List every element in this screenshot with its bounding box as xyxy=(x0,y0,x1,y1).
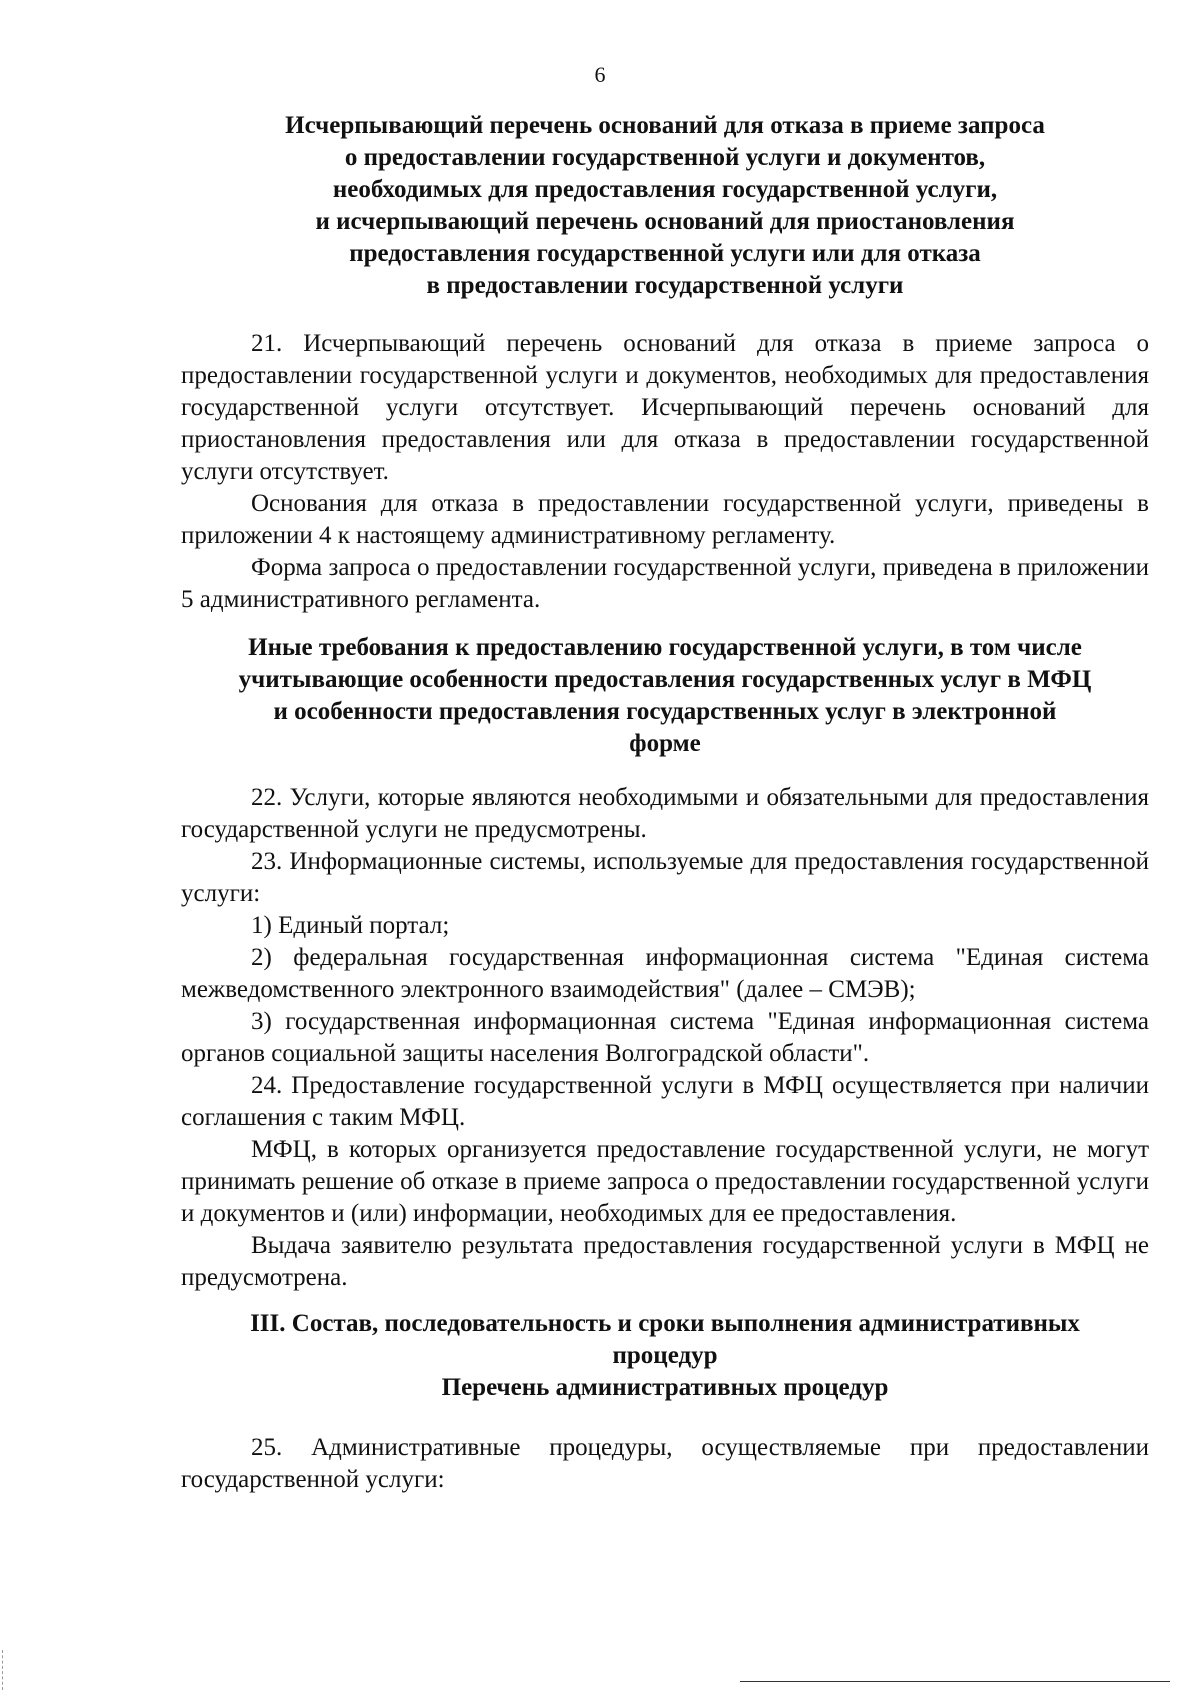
list-item-unified-portal: 1) Единый портал; xyxy=(251,912,450,939)
heading-line: учитывающие особенности предоставления государственных услуг в МФЦ xyxy=(238,666,1092,693)
heading-line: и особенности предоставления государственных услуг в электронной xyxy=(273,698,1057,725)
heading-line: предоставления государственной услуги или для отказа xyxy=(349,240,981,267)
section-heading-other-requirements xyxy=(181,632,1149,760)
document-body xyxy=(181,110,1149,1496)
heading-line: и исчерпывающий перечень оснований для приостановления xyxy=(315,208,1015,235)
scan-edge-mark xyxy=(2,1650,4,1690)
heading-line: III. Состав, последовательность и сроки выполнения административных xyxy=(250,1310,1080,1337)
heading-line: Исчерпывающий перечень оснований для отказа в приеме запроса xyxy=(285,112,1045,139)
section-heading-refusal-grounds xyxy=(181,110,1149,302)
paragraph-21: 21. Исчерпывающий перечень оснований для отказа в приеме запроса о предоставлении государственной услуги и документов, необходимых для предоставления государственной услуги отсутствует. Исчерпывающий перечень оснований для приостановления предоставления или для отказа в предоставлении государственной услуги отсутствует. xyxy=(181,330,1149,485)
bottom-rule xyxy=(740,1681,1170,1682)
section-heading-administrative-procedures xyxy=(181,1308,1149,1404)
paragraph-25: 25. Административные процедуры, осуществляемые при предоставлении государственной услуги: xyxy=(181,1434,1149,1493)
heading-line: Иные требования к предоставлению государственной услуги, в том числе xyxy=(248,634,1082,661)
heading-line: в предоставлении государственной услуги xyxy=(426,272,904,299)
paragraph-request-form: Форма запроса о предоставлении государственной услуги, приведена в приложении 5 административного регламента. xyxy=(181,554,1149,613)
paragraph-24: 24. Предоставление государственной услуги в МФЦ осуществляется при наличии соглашения с таким МФЦ. xyxy=(181,1072,1149,1131)
page-number: 6 xyxy=(594,62,606,87)
heading-line: о предоставлении государственной услуги и документов, xyxy=(344,144,986,171)
paragraph-mfc-restrictions: МФЦ, в которых организуется предоставление государственной услуги, не могут принимать решение об отказе в приеме запроса о предоставлении государственной услуги и документов и (или) информации, необходимых для ее предоставления. xyxy=(181,1136,1149,1227)
list-item-smev: 2) федеральная государственная информационная система "Единая система межведомственного электронного взаимодействия" (далее – СМЭВ); xyxy=(181,944,1149,1003)
paragraph-23: 23. Информационные системы, используемые для предоставления государственной услуги: xyxy=(181,848,1149,907)
heading-line: Перечень административных процедур xyxy=(441,1374,889,1401)
paragraph-mfc-result-issuance: Выдача заявителю результата предоставления государственной услуги в МФЦ не предусмотрена. xyxy=(181,1232,1149,1291)
list-item-social-protection-system: 3) государственная информационная система "Единая информационная система органов социальной защиты населения Волгоградской области". xyxy=(181,1008,1149,1067)
heading-line: необходимых для предоставления государственной услуги, xyxy=(332,176,998,203)
paragraph-22: 22. Услуги, которые являются необходимыми и обязательными для предоставления государственной услуги не предусмотрены. xyxy=(181,784,1149,843)
heading-line: форме xyxy=(629,730,701,757)
heading-line: процедур xyxy=(612,1342,718,1369)
paragraph-refusal-grounds-appendix: Основания для отказа в предоставлении государственной услуги, приведены в приложении 4 к настоящему административному регламенту. xyxy=(181,490,1149,549)
